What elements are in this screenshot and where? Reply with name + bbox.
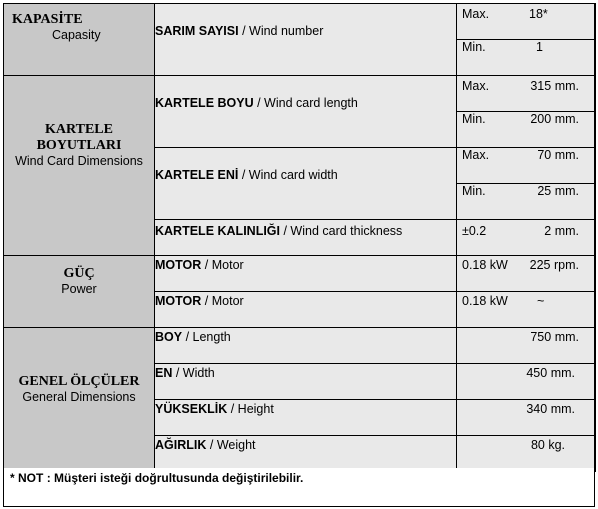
general-width-value: 450 mm. (526, 366, 575, 380)
card-length-max-value: 315 mm. (530, 79, 579, 93)
capacity-subtitle: Capasity (52, 28, 101, 42)
general-title: GENEL ÖLÇÜLER (18, 374, 140, 389)
footnote-prefix: * NOT (10, 471, 44, 485)
card-thickness-label (155, 220, 457, 256)
general-height-label (155, 400, 457, 436)
general-weight-value: 80 kg. (530, 438, 565, 452)
card-length-min-key: Min. (462, 112, 486, 126)
card-length-min-cell (457, 112, 596, 148)
card-thickness-cell (457, 220, 596, 256)
motor1-label (155, 256, 457, 292)
general-subtitle: General Dimensions (22, 390, 136, 404)
general-length-en: / Length (185, 330, 231, 344)
card-category (4, 76, 155, 256)
card-length-max-row (4, 76, 596, 112)
card-width-min-value: 25 mm. (537, 184, 579, 198)
card-width-min-key: Min. (462, 184, 486, 198)
general-width-tr: EN (155, 366, 173, 380)
motor1-power: 0.18 kW (462, 258, 508, 272)
motor2-en: / Motor (204, 294, 244, 308)
general-weight-cell (457, 436, 596, 472)
card-width-tr: KARTELE ENİ (155, 168, 239, 182)
general-length-cell (457, 328, 596, 364)
card-title-line1: KARTELE (45, 122, 113, 137)
card-subtitle: Wind Card Dimensions (15, 154, 143, 168)
power-motor1-row (4, 256, 596, 292)
card-length-min-value: 200 mm. (530, 112, 579, 126)
power-title: GÜÇ (63, 266, 95, 281)
general-length-tr: BOY (155, 330, 183, 344)
capacity-max-cell (457, 4, 596, 40)
card-width-label (155, 148, 457, 220)
general-height-tr: YÜKSEKLİK (155, 402, 228, 416)
wind-number-tr: SARIM SAYISI (155, 24, 239, 38)
general-width-cell (457, 364, 596, 400)
general-length-row (4, 328, 596, 364)
general-length-label (155, 328, 457, 364)
footnote (3, 468, 595, 507)
motor1-en: / Motor (204, 258, 244, 272)
motor2-cell (457, 292, 596, 328)
motor1-speed: 225 rpm. (529, 258, 579, 272)
card-length-tr: KARTELE BOYU (155, 96, 254, 110)
motor1-tr: MOTOR (155, 258, 202, 272)
spec-table (3, 3, 596, 472)
card-width-max-cell (457, 148, 596, 184)
capacity-min-key: Min. (462, 40, 486, 54)
card-thickness-value: 2 mm. (544, 224, 579, 238)
wind-number-en: / Wind number (242, 24, 324, 38)
motor2-label (155, 292, 457, 328)
general-weight-tr: AĞIRLIK (155, 438, 207, 452)
general-width-en: / Width (175, 366, 215, 380)
footnote-text: : Müşteri isteği doğrultusunda değiştirilebilir. (46, 471, 304, 485)
card-thickness-en: / Wind card thickness (283, 224, 403, 238)
card-thickness-tr: KARTELE KALINLIĞI (155, 224, 280, 238)
capacity-max-key: Max. (462, 7, 490, 21)
wind-number-label (155, 4, 457, 76)
general-category (4, 328, 155, 472)
card-width-en: / Wind card width (241, 168, 338, 182)
power-subtitle: Power (61, 282, 97, 296)
general-height-cell (457, 400, 596, 436)
general-weight-en: / Weight (209, 438, 256, 452)
power-category (4, 256, 155, 328)
card-thickness-key: ±0.2 (462, 224, 487, 238)
general-height-value: 340 mm. (526, 402, 575, 416)
motor2-tr: MOTOR (155, 294, 202, 308)
capacity-min-value: 1 (536, 40, 543, 54)
card-width-max-value: 70 mm. (537, 148, 579, 162)
card-length-en: / Wind card length (257, 96, 358, 110)
general-weight-label (155, 436, 457, 472)
card-width-min-cell (457, 184, 596, 220)
motor2-speed: ~ (537, 294, 545, 308)
capacity-category (4, 4, 155, 76)
card-length-max-key: Max. (462, 79, 490, 93)
capacity-row-max (4, 4, 596, 40)
capacity-title: KAPASİTE (12, 12, 83, 27)
capacity-max-value: 18* (529, 7, 548, 21)
card-length-max-cell (457, 76, 596, 112)
capacity-min-cell (457, 40, 596, 76)
spec-sheet (3, 3, 595, 507)
general-height-en: / Height (230, 402, 274, 416)
card-length-label (155, 76, 457, 148)
motor2-power: 0.18 kW (462, 294, 508, 308)
motor1-cell (457, 256, 596, 292)
general-length-value: 750 mm. (530, 330, 579, 344)
card-title-line2: BOYUTLARI (36, 138, 122, 153)
card-width-max-key: Max. (462, 148, 490, 162)
general-width-label (155, 364, 457, 400)
